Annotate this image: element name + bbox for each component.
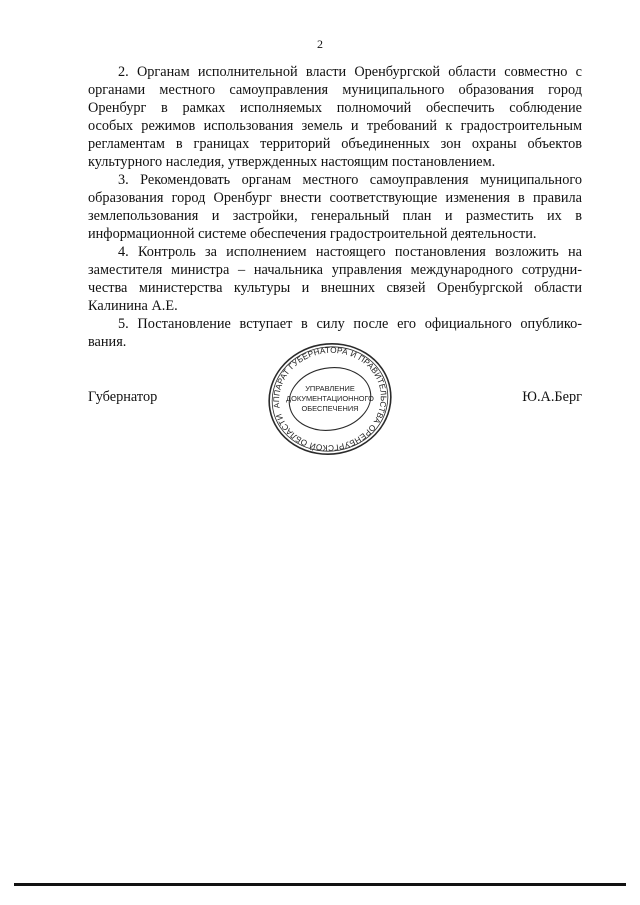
text-line: регламентам в границах территорий объединенных зон охраны объектов [88,136,582,152]
document-body [88,63,582,351]
seal-graphic [264,340,396,458]
text-line: 4. Контроль за исполнением настоящего постановления возложить на [118,244,582,260]
text-line: особых режимов использования земель и требований к градостроительным [88,118,582,134]
bottom-divider [14,883,626,886]
text-line: заместителя министра – начальника управления международного сотрудни- [88,262,582,278]
seal-outer-text: АППАРАТ ГУБЕРНАТОРА И ПРАВИТЕЛЬСТВА ОРЕНБУРГСКОЙ ОБЛАСТИ [272,345,388,453]
text-line: Оренбург в рамках исполняемых полномочий обеспечить соблюдение [88,100,582,116]
paragraph-3 [88,171,582,243]
paragraph-4 [88,243,582,315]
text-line: органами местного самоуправления муниципального образования город [88,82,582,98]
paragraph-2 [88,63,582,171]
text-line: Калинина А.Е. [88,298,178,314]
signatory-name: Ю.А.Берг [522,389,582,405]
text-line: 2. Органам исполнительной власти Оренбургской области совместно с [118,64,582,80]
text-line: информационной системе обеспечения градостроительной деятельности. [88,226,537,242]
seal-center-line-1: УПРАВЛЕНИЕ [305,384,355,393]
text-line: образования город Оренбург внести соответствующие изменения в правила [88,190,582,206]
text-line: 5. Постановление вступает в силу после его официального опублико- [118,316,582,332]
official-seal-stamp [264,340,396,458]
text-line: вания. [88,334,127,350]
seal-center-line-2: ДОКУМЕНТАЦИОННОГО [286,394,374,403]
seal-center-line-3: ОБЕСПЕЧЕНИЯ [301,404,359,413]
text-line: 3. Рекомендовать органам местного самоуправления муниципального [118,172,582,188]
signatory-position: Губернатор [88,389,158,405]
text-line: чества министерства культуры и внешних связей Оренбургской области [88,280,582,296]
page-number: 2 [317,37,323,51]
text-line: культурного наследия, утвержденных настоящим постановлением. [88,154,496,170]
text-line: землепользования и застройки, генеральный план и разместить их в [88,208,582,224]
